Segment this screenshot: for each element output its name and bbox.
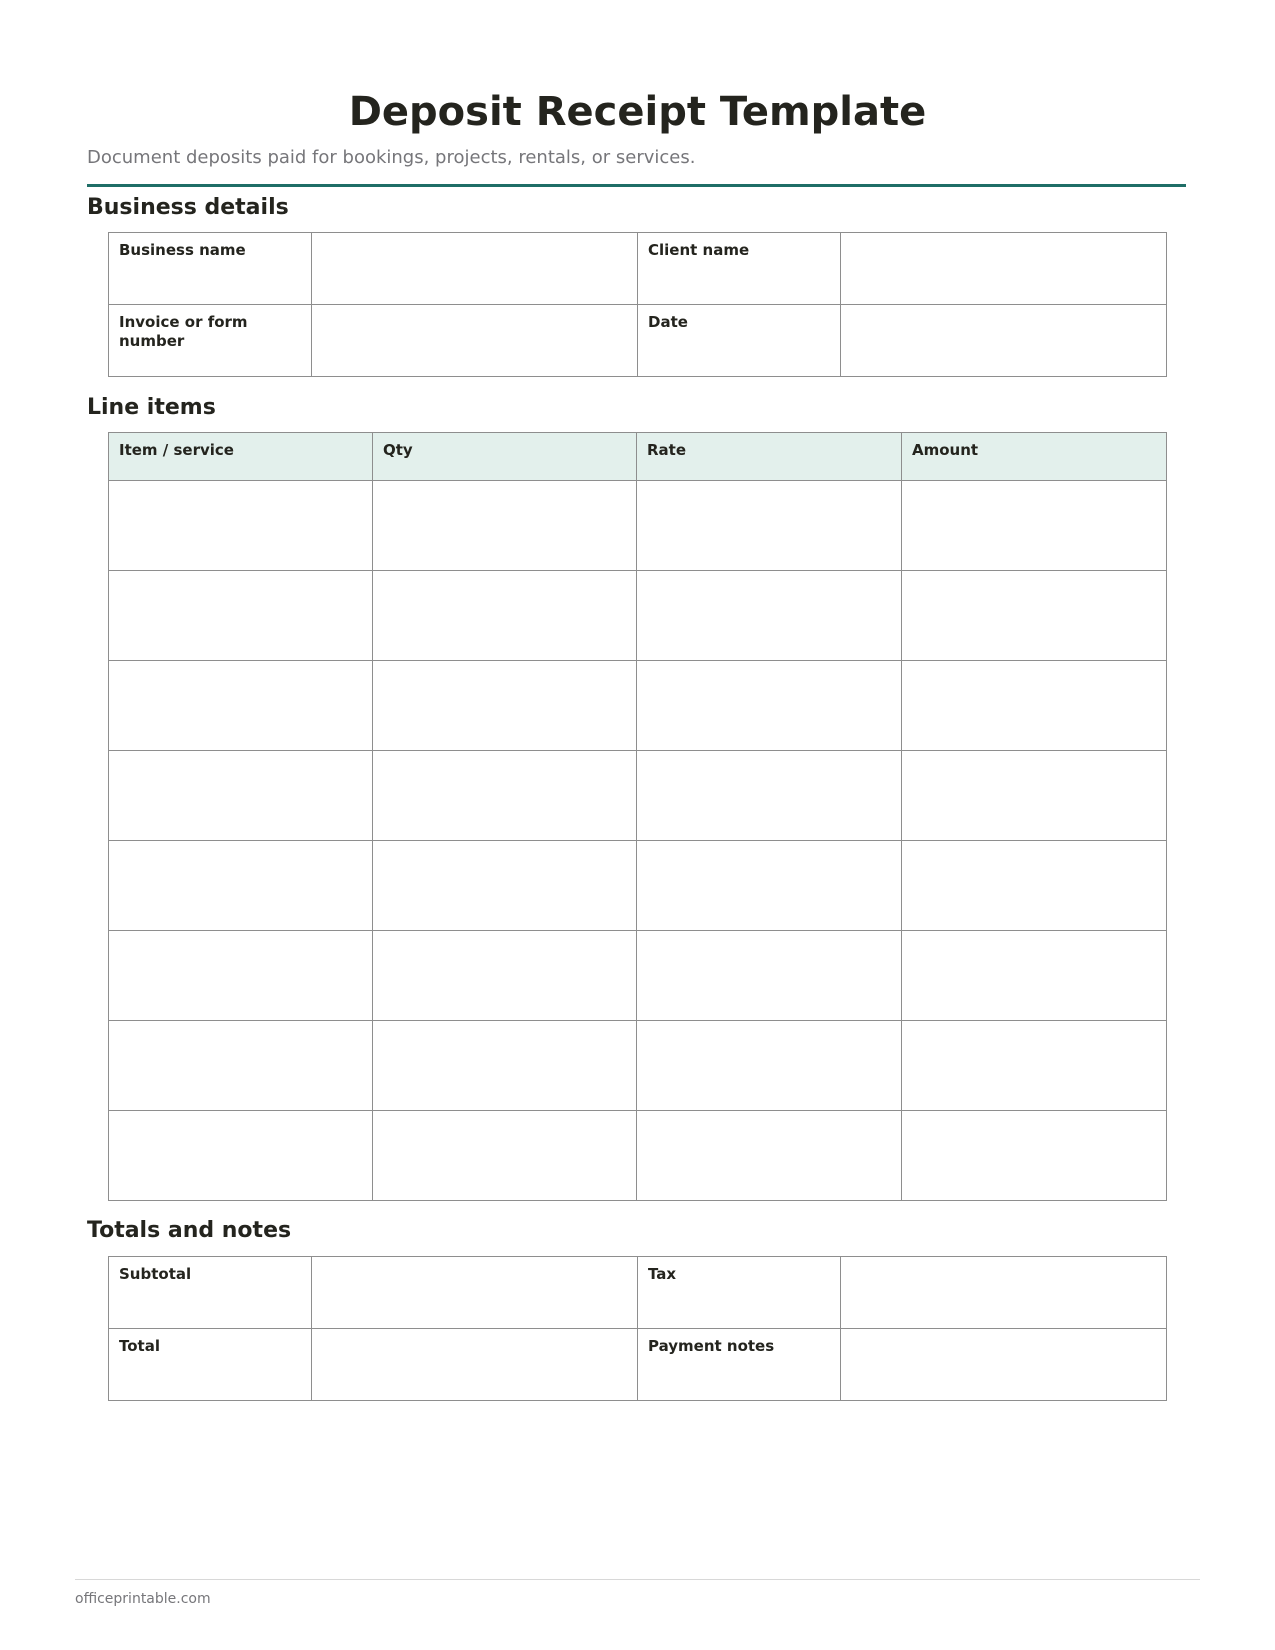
table-row — [109, 1329, 1167, 1401]
item-cell[interactable] — [109, 751, 373, 841]
amount-cell[interactable] — [902, 571, 1167, 661]
payment-notes-field[interactable] — [841, 1329, 1167, 1401]
total-field[interactable] — [312, 1329, 638, 1401]
date-label: Date — [638, 305, 841, 377]
qty-cell[interactable] — [373, 931, 637, 1021]
column-header-rate: Rate — [637, 433, 902, 481]
table-row — [109, 1021, 1167, 1111]
totals-table — [108, 1256, 1167, 1401]
column-header-qty: Qty — [373, 433, 637, 481]
rate-cell[interactable] — [637, 481, 902, 571]
rate-cell[interactable] — [637, 661, 902, 751]
line-items-table — [108, 432, 1167, 1201]
table-row — [109, 931, 1167, 1021]
table-row — [109, 1111, 1167, 1201]
column-header-item-service: Item / service — [109, 433, 373, 481]
qty-cell[interactable] — [373, 841, 637, 931]
table-row — [109, 233, 1167, 305]
amount-cell[interactable] — [902, 661, 1167, 751]
qty-cell[interactable] — [373, 661, 637, 751]
payment-notes-label: Payment notes — [638, 1329, 841, 1401]
header-divider — [87, 184, 1186, 187]
business-name-label: Business name — [109, 233, 312, 305]
amount-cell[interactable] — [902, 1021, 1167, 1111]
amount-cell[interactable] — [902, 931, 1167, 1021]
amount-cell[interactable] — [902, 841, 1167, 931]
amount-cell[interactable] — [902, 481, 1167, 571]
rate-cell[interactable] — [637, 751, 902, 841]
total-label: Total — [109, 1329, 312, 1401]
item-cell[interactable] — [109, 661, 373, 751]
item-cell[interactable] — [109, 481, 373, 571]
item-cell[interactable] — [109, 571, 373, 661]
table-row — [109, 841, 1167, 931]
invoice-number-field[interactable] — [312, 305, 638, 377]
rate-cell[interactable] — [637, 931, 902, 1021]
table-row — [109, 1257, 1167, 1329]
tax-field[interactable] — [841, 1257, 1167, 1329]
subtotal-field[interactable] — [312, 1257, 638, 1329]
section-heading-totals-notes: Totals and notes — [87, 1218, 292, 1243]
rate-cell[interactable] — [637, 571, 902, 661]
invoice-number-label: Invoice or form number — [109, 305, 312, 377]
qty-cell[interactable] — [373, 1021, 637, 1111]
section-heading-business-details: Business details — [87, 195, 289, 220]
page-title: Deposit Receipt Template — [348, 89, 927, 135]
rate-cell[interactable] — [637, 1021, 902, 1111]
amount-cell[interactable] — [902, 751, 1167, 841]
rate-cell[interactable] — [637, 1111, 902, 1201]
client-name-label: Client name — [638, 233, 841, 305]
footer-divider — [75, 1579, 1200, 1580]
table-row — [109, 571, 1167, 661]
business-details-table — [108, 232, 1167, 377]
business-name-field[interactable] — [312, 233, 638, 305]
item-cell[interactable] — [109, 841, 373, 931]
column-header-amount: Amount — [902, 433, 1167, 481]
client-name-field[interactable] — [841, 233, 1167, 305]
item-cell[interactable] — [109, 931, 373, 1021]
date-field[interactable] — [841, 305, 1167, 377]
qty-cell[interactable] — [373, 481, 637, 571]
table-row — [109, 305, 1167, 377]
tax-label: Tax — [638, 1257, 841, 1329]
section-heading-line-items: Line items — [87, 395, 216, 420]
footer-site-text: officeprintable.com — [75, 1591, 211, 1607]
rate-cell[interactable] — [637, 841, 902, 931]
subtotal-label: Subtotal — [109, 1257, 312, 1329]
amount-cell[interactable] — [902, 1111, 1167, 1201]
qty-cell[interactable] — [373, 571, 637, 661]
table-header-row — [109, 433, 1167, 481]
qty-cell[interactable] — [373, 751, 637, 841]
table-row — [109, 481, 1167, 571]
item-cell[interactable] — [109, 1111, 373, 1201]
table-row — [109, 661, 1167, 751]
table-row — [109, 751, 1167, 841]
qty-cell[interactable] — [373, 1111, 637, 1201]
item-cell[interactable] — [109, 1021, 373, 1111]
page-subtitle: Document deposits paid for bookings, projects, rentals, or services. — [87, 147, 696, 168]
